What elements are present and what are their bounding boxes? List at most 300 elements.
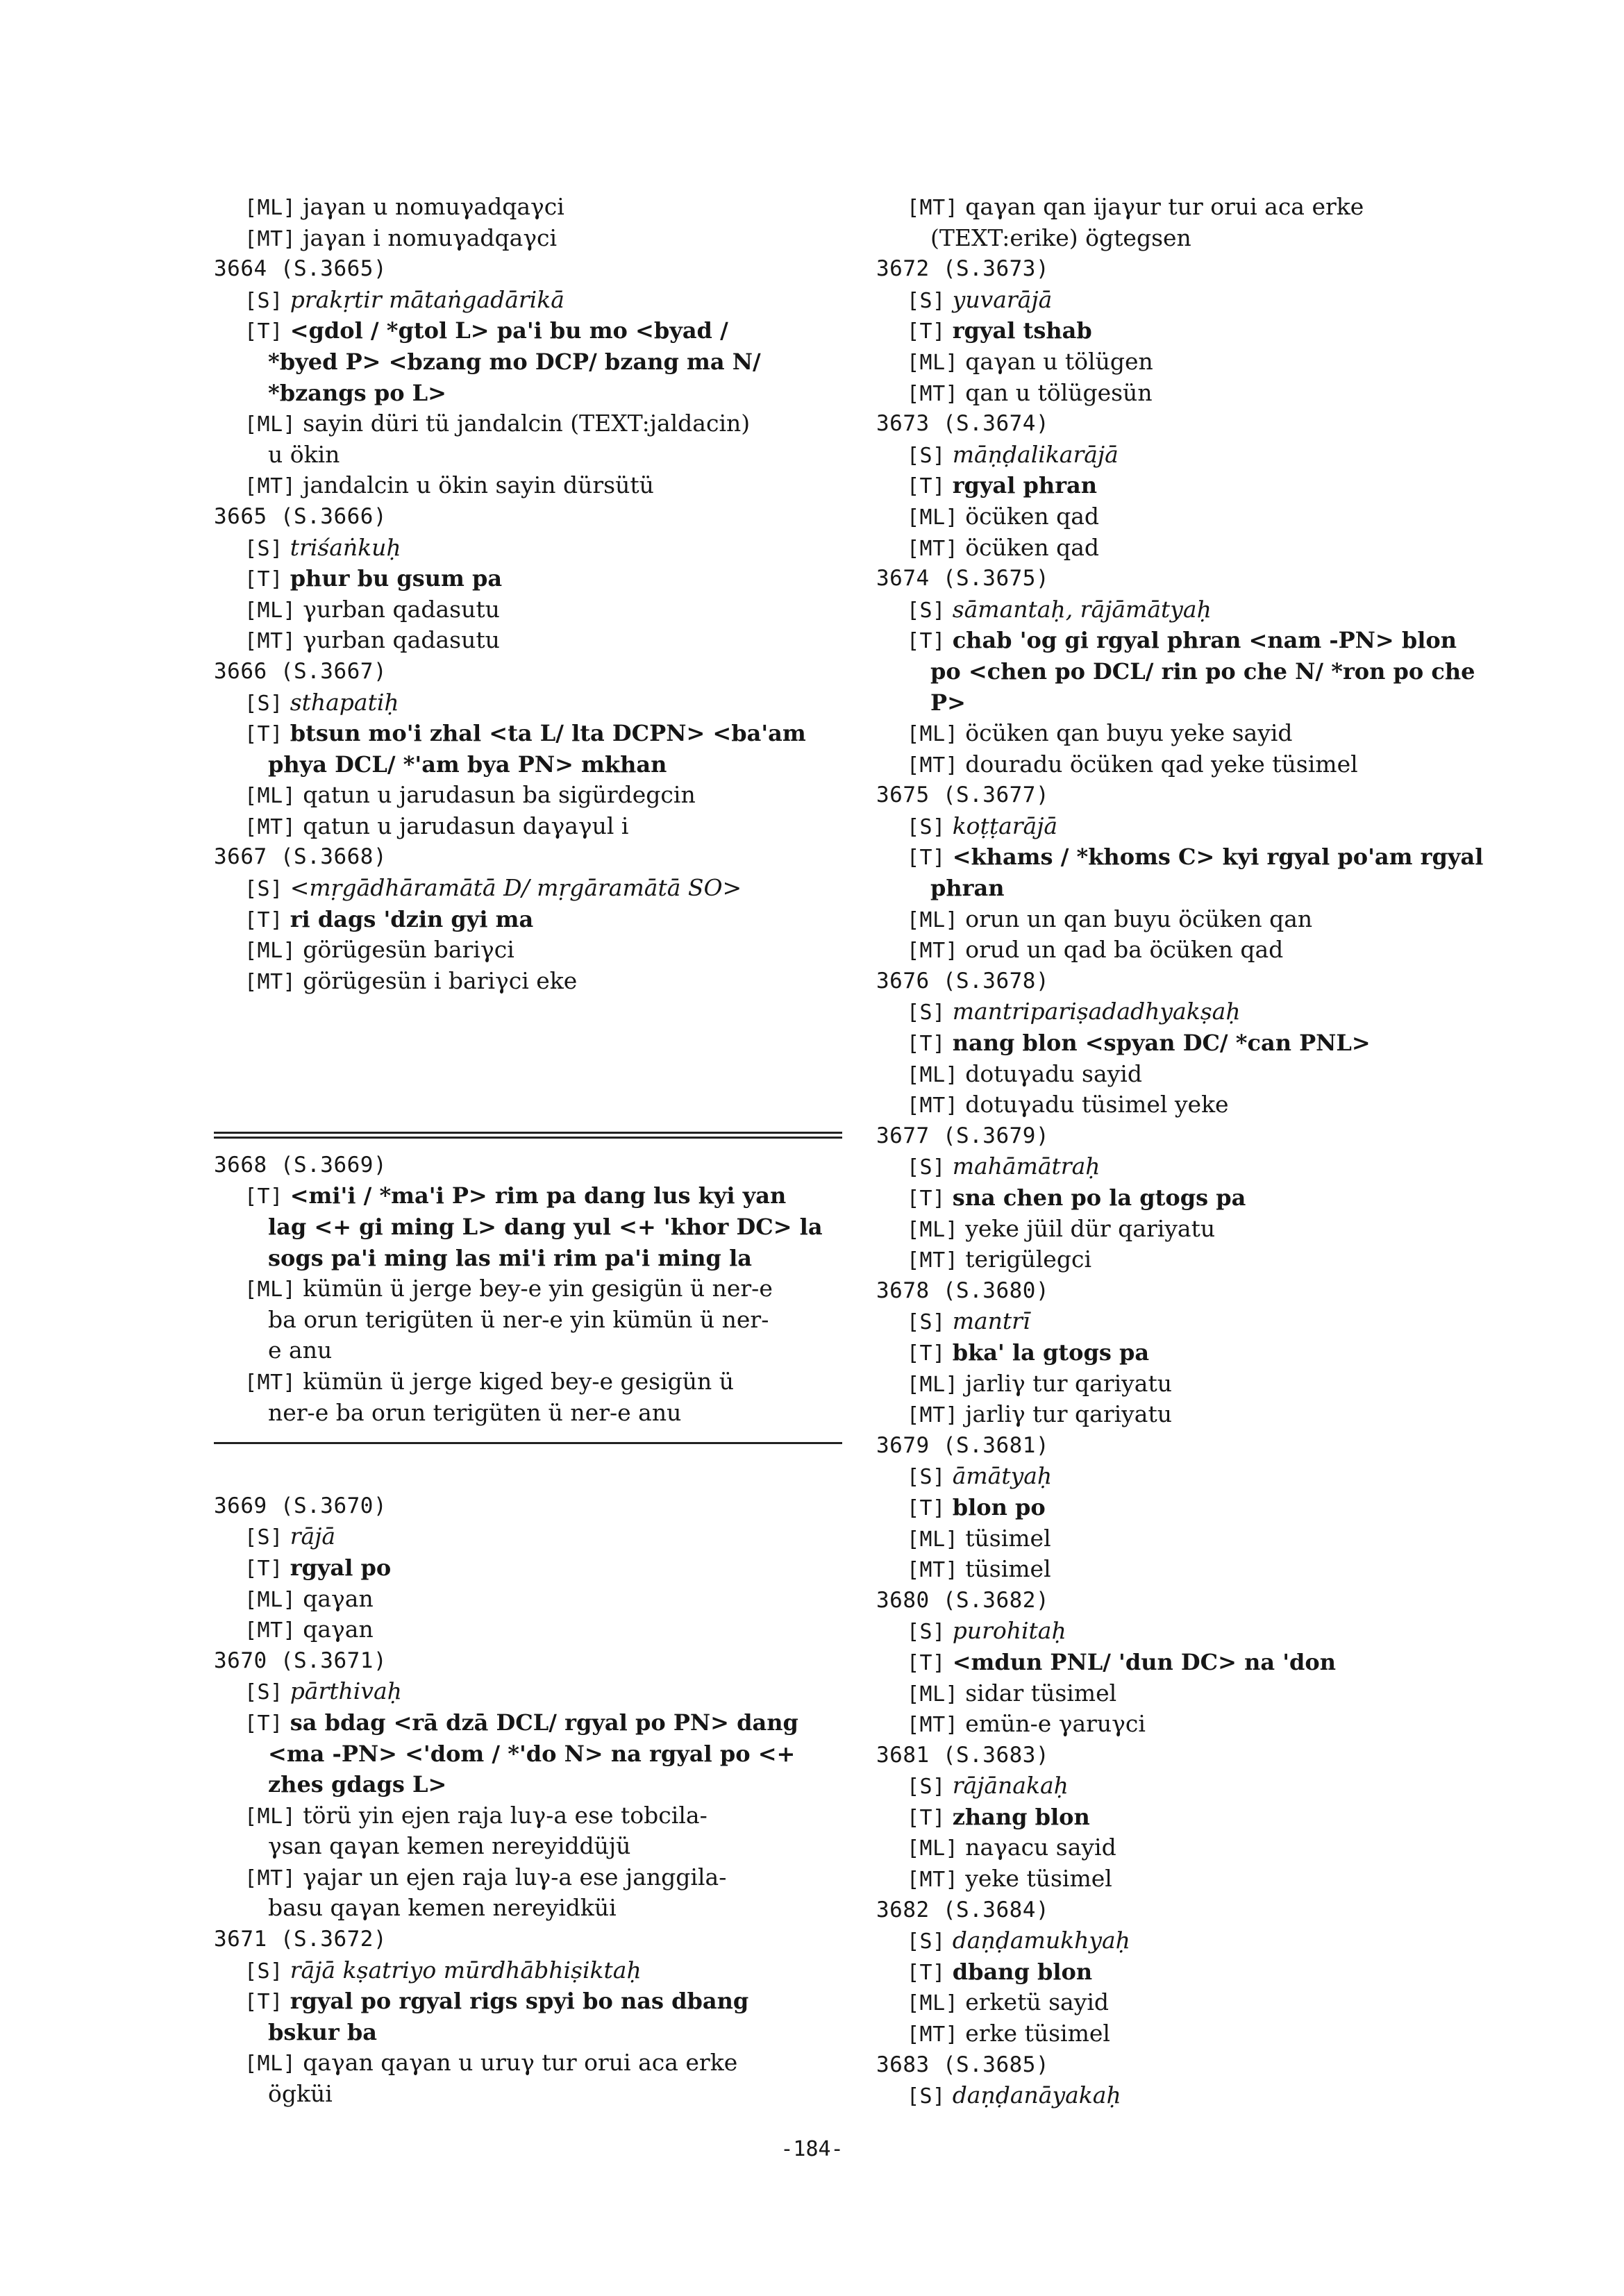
entry-number: 3682 (S.3684)	[876, 1897, 1050, 1922]
field-tag: [S]	[907, 1929, 946, 1954]
field-tag: [MT]	[244, 1618, 296, 1643]
field-tag: [ML]	[907, 722, 959, 747]
entry-field	[214, 594, 842, 626]
entry-field	[876, 1028, 1491, 1059]
field-text: emün-e γaruγci	[965, 1710, 1146, 1738]
field-tag: [ML]	[244, 2052, 296, 2077]
field-continuation	[214, 378, 842, 409]
field-tag: [ML]	[907, 1682, 959, 1707]
field-text: kümün ü jerge bey-e yin gesigün ü ner-e	[303, 1275, 773, 1302]
field-tag: [T]	[244, 567, 283, 592]
field-tag: [ML]	[244, 1277, 296, 1302]
entry-field	[214, 285, 842, 316]
entry-number: 3676 (S.3678)	[876, 968, 1050, 994]
field-tag: [MT]	[907, 1713, 959, 1738]
field-text: orun un qan buyu öcüken qan	[965, 905, 1313, 932]
field-text: rgyal po	[290, 1554, 392, 1581]
field-text: sa bdag <rā dzā DCL/ rgyal po PN> dang	[290, 1709, 798, 1736]
field-tag: [ML]	[907, 350, 959, 375]
field-text: terigülegci	[965, 1246, 1091, 1273]
field-text: öcüken qad	[965, 502, 1100, 530]
entry-number: 3671 (S.3672)	[214, 1927, 387, 1952]
entry-field	[876, 1399, 1491, 1430]
entry-field	[876, 996, 1491, 1028]
field-tag: [T]	[907, 846, 946, 871]
entry-field	[214, 780, 842, 811]
entry-field	[214, 718, 842, 749]
entry-field	[876, 1182, 1491, 1214]
continuation-text: ba orun terigüten ü ner-e yin kümün ü ner-	[268, 1305, 769, 1333]
field-tag: [ML]	[907, 1217, 959, 1242]
entry-field	[876, 501, 1491, 533]
entry-field	[214, 470, 842, 501]
field-tag: [MT]	[907, 1558, 959, 1583]
field-tag: [MT]	[907, 536, 959, 561]
field-tag: [MT]	[907, 939, 959, 964]
entry-number: 3678 (S.3680)	[876, 1277, 1050, 1303]
field-text: görügesün bariγci	[303, 936, 514, 964]
entry-field	[876, 346, 1491, 378]
continuation-text: e anu	[268, 1336, 333, 1364]
field-text: dotuγadu tüsimel yeke	[965, 1091, 1229, 1118]
blank-space	[214, 1028, 842, 1059]
field-text: bka' la gtogs pa	[952, 1339, 1150, 1366]
entry-field	[876, 192, 1491, 223]
field-continuation	[876, 687, 1491, 719]
entry-field	[214, 223, 842, 254]
field-text: naγacu sayid	[965, 1834, 1116, 1861]
continuation-text: lag <+ gi ming L> dang yul <+ 'khor DC> la	[268, 1214, 823, 1240]
field-tag: [ML]	[907, 907, 959, 932]
field-continuation	[214, 2017, 842, 2048]
entry-field	[214, 1521, 842, 1552]
field-tag: [S]	[244, 1959, 283, 1984]
field-text: triśaṅkuḥ	[290, 533, 401, 561]
field-tag: [S]	[244, 1680, 283, 1705]
field-tag: [S]	[244, 877, 283, 902]
field-tag: [S]	[907, 1775, 946, 1800]
entry-field	[214, 966, 842, 997]
field-text: mantrī	[952, 1307, 1030, 1335]
field-continuation	[214, 1305, 842, 1336]
entry-number: 3681 (S.3683)	[876, 1742, 1050, 1768]
field-text: törü yin ejen raja luγ-a ese tobcila-	[303, 1801, 708, 1829]
continuation-text: ner-e ba orun terigüten ü ner-e anu	[268, 1398, 682, 1426]
field-text: qaγan qan ijaγur tur orui aca erke	[965, 193, 1364, 220]
entry-field	[876, 625, 1491, 656]
entry-field	[214, 1180, 842, 1212]
entry-field	[214, 408, 842, 439]
field-tag: [T]	[244, 1184, 283, 1209]
field-text: <mṛgādhāramātā D/ mṛgāramātā SO>	[290, 874, 742, 902]
field-text: qan u tölügesün	[965, 378, 1153, 406]
field-tag: [ML]	[244, 196, 296, 220]
field-tag: [T]	[244, 1711, 283, 1736]
entry-field	[876, 1151, 1491, 1182]
continuation-text: phran	[930, 875, 1005, 902]
field-continuation	[214, 1769, 842, 1800]
entry-field	[214, 1862, 842, 1893]
field-text: daṇḍanāyakaḥ	[952, 2081, 1121, 2109]
entry-number: 3670 (S.3671)	[214, 1648, 387, 1673]
field-tag: [T]	[244, 907, 283, 932]
field-text: <mi'i / *ma'i P> rim pa dang lus kyi yan	[290, 1182, 787, 1209]
entry-field	[214, 1552, 842, 1584]
field-tag: [MT]	[907, 1248, 959, 1273]
field-text: jandalcin u ökin sayin dürsütü	[303, 471, 654, 499]
left-column	[214, 192, 842, 2110]
field-text: rājā	[290, 1523, 336, 1550]
entry-field	[876, 1709, 1491, 1740]
entry-field	[876, 1554, 1491, 1585]
field-tag: [MT]	[907, 1403, 959, 1428]
field-text: sayin düri tü jandalcin (TEXT:jaldacin)	[303, 410, 751, 437]
field-tag: [T]	[907, 629, 946, 654]
field-text: jarliγ tur qariyatu	[965, 1369, 1172, 1397]
entry-number: 3666 (S.3667)	[214, 658, 387, 684]
field-continuation	[214, 346, 842, 378]
entry-field	[876, 811, 1491, 842]
field-tag: [MT]	[907, 196, 959, 220]
entry-field	[876, 1523, 1491, 1555]
field-text: erke tüsimel	[965, 2020, 1110, 2047]
field-text: jarliγ tur qariyatu	[965, 1400, 1172, 1428]
continuation-text: basu qaγan kemen nereyidküi	[268, 1894, 617, 1922]
field-tag: [MT]	[907, 381, 959, 406]
continuation-text: γsan qaγan kemen nereyiddüjü	[268, 1832, 631, 1860]
field-text: zhang blon	[952, 1803, 1090, 1830]
field-tag: [T]	[907, 1032, 946, 1057]
field-text: mahāmātraḥ	[952, 1153, 1100, 1180]
entry-field	[214, 1614, 842, 1645]
entry-field	[214, 1707, 842, 1738]
field-continuation	[876, 873, 1491, 904]
entry-field	[876, 1678, 1491, 1709]
entry-number: 3675 (S.3677)	[876, 782, 1050, 808]
field-text: qaγan qaγan u uruγ tur orui aca erke	[303, 2049, 738, 2077]
entry-field	[214, 1273, 842, 1305]
field-tag: [MT]	[244, 629, 296, 654]
entry-field	[214, 533, 842, 564]
field-tag: [S]	[907, 1465, 946, 1490]
field-text: qatun u jarudasun ba sigürdegcin	[303, 781, 696, 809]
entry-field	[876, 1214, 1491, 1245]
continuation-text: sogs pa'i ming las mi'i rim pa'i ming la	[268, 1244, 752, 1271]
entry-field	[876, 1647, 1491, 1678]
entry-field	[876, 470, 1491, 501]
entry-field	[876, 904, 1491, 935]
field-text: rgyal phran	[952, 472, 1098, 499]
field-text: tüsimel	[965, 1524, 1051, 1552]
field-tag: [S]	[244, 1525, 283, 1550]
entry-field	[214, 1676, 842, 1707]
field-tag: [ML]	[244, 1804, 296, 1829]
continuation-text: u ökin	[268, 440, 340, 468]
field-text: qatun u jarudasun daγaγul i	[303, 812, 629, 839]
field-continuation	[214, 2079, 842, 2110]
field-text: nang blon <spyan DC/ *can PNL>	[952, 1030, 1371, 1057]
entry-field	[876, 1616, 1491, 1647]
field-tag: [MT]	[244, 1370, 296, 1395]
field-tag: [S]	[907, 288, 946, 313]
field-tag: [MT]	[244, 814, 296, 839]
entry-number: 3680 (S.3682)	[876, 1587, 1050, 1613]
field-tag: [ML]	[907, 1372, 959, 1397]
entry-field	[214, 1366, 842, 1398]
entry-field	[214, 315, 842, 346]
entry-field	[876, 1925, 1491, 1956]
entry-field	[876, 1368, 1491, 1400]
field-tag: [ML]	[907, 505, 959, 530]
field-text: koṭṭarājā	[952, 812, 1058, 839]
field-text: rājānakaḥ	[952, 1772, 1069, 1800]
continuation-text: bskur ba	[268, 2018, 377, 2045]
entry-number: 3668 (S.3669)	[214, 1152, 387, 1178]
blank-space	[214, 1059, 842, 1090]
continuation-text: *byed P> <bzang mo DCP/ bzang ma N/	[268, 348, 761, 375]
entry-field	[876, 1244, 1491, 1275]
field-tag: [S]	[244, 691, 283, 716]
field-text: tüsimel	[965, 1555, 1051, 1583]
field-text: phur bu gsum pa	[290, 565, 503, 592]
entry-number: 3665 (S.3666)	[214, 503, 387, 529]
field-tag: [S]	[244, 288, 283, 313]
field-continuation	[214, 439, 842, 471]
entry-field	[214, 192, 842, 223]
field-text: <khams / *khoms C> kyi rgyal po'am rgyal	[952, 844, 1484, 871]
field-text: γajar un ejen raja luγ-a ese janggila-	[303, 1863, 727, 1891]
field-text: orud un qad ba öcüken qad	[965, 936, 1284, 964]
field-tag: [S]	[907, 1000, 946, 1025]
entry-field	[214, 625, 842, 656]
field-continuation	[876, 656, 1491, 687]
field-text: qaγan	[303, 1584, 374, 1612]
field-continuation	[214, 1212, 842, 1243]
field-text: rājā kṣatriyo mūrdhābhiṣiktaḥ	[290, 1956, 642, 1984]
entry-number: 3664 (S.3665)	[214, 256, 387, 282]
field-tag: [T]	[244, 1556, 283, 1581]
entry-number: 3669 (S.3670)	[214, 1493, 387, 1518]
field-tag: [T]	[907, 1341, 946, 1366]
field-text: dbang blon	[952, 1958, 1093, 1985]
field-tag: [MT]	[244, 226, 296, 251]
entry-field	[876, 718, 1491, 749]
field-text: mantripariṣadadhyakṣaḥ	[952, 998, 1241, 1025]
field-text: sidar tüsimel	[965, 1679, 1117, 1707]
field-text: sthapatiḥ	[290, 688, 399, 716]
entry-field	[876, 749, 1491, 780]
entry-field	[214, 935, 842, 966]
entry-field	[214, 563, 842, 594]
field-text: sna chen po la gtogs pa	[952, 1184, 1246, 1211]
field-continuation	[214, 1738, 842, 1770]
field-text: chab 'og gi rgyal phran <nam -PN> blon	[952, 627, 1457, 654]
entry-field	[876, 2080, 1491, 2111]
field-tag: [ML]	[244, 1587, 296, 1612]
field-tag: [ML]	[907, 1062, 959, 1087]
entry-field	[876, 1863, 1491, 1895]
field-text: γurban qadasutu	[303, 595, 500, 623]
field-continuation	[876, 223, 1491, 254]
entry-number: 3672 (S.3673)	[876, 256, 1050, 282]
entry-field	[876, 1059, 1491, 1090]
entry-number: 3679 (S.3681)	[876, 1432, 1050, 1458]
field-tag: [T]	[907, 1650, 946, 1675]
field-text: jaγan u nomuγadqaγci	[303, 193, 564, 220]
field-text: blon po	[952, 1493, 1046, 1520]
field-text: pārthivaḥ	[290, 1677, 402, 1705]
field-tag: [MT]	[907, 753, 959, 778]
field-tag: [ML]	[244, 598, 296, 623]
field-text: <gdol / *gtol L> pa'i bu mo <byad /	[290, 317, 728, 344]
field-tag: [S]	[907, 814, 946, 839]
field-text: qaγan u tölügen	[965, 347, 1153, 375]
field-text: prakṛtir mātaṅgadārikā	[290, 285, 564, 313]
field-tag: [T]	[907, 1495, 946, 1520]
field-tag: [T]	[907, 1960, 946, 1985]
entry-field	[214, 1955, 842, 1986]
field-tag: [S]	[907, 1155, 946, 1180]
entry-field	[876, 439, 1491, 471]
field-tag: [S]	[907, 443, 946, 468]
field-text: yuvarājā	[952, 285, 1053, 313]
field-continuation	[214, 749, 842, 780]
entry-field	[214, 811, 842, 842]
field-tag: [MT]	[907, 1093, 959, 1118]
entry-field	[214, 1986, 842, 2017]
field-text: sāmantaḥ, rājāmātyaḥ	[952, 595, 1212, 623]
right-column	[876, 192, 1491, 2111]
entry-field	[876, 2018, 1491, 2050]
field-tag: [ML]	[244, 412, 296, 437]
continuation-text: zhes gdags L>	[268, 1771, 447, 1798]
continuation-text: *bzangs po L>	[268, 379, 446, 406]
entry-field	[876, 378, 1491, 409]
field-tag: [S]	[907, 598, 946, 623]
field-text: douradu öcüken qad yeke tüsimel	[965, 750, 1358, 778]
field-continuation	[214, 1335, 842, 1366]
field-tag: [ML]	[907, 1991, 959, 2016]
continuation-text: po <chen po DCL/ rin po che N/ *ron po che	[930, 657, 1475, 685]
field-tag: [ML]	[907, 1527, 959, 1552]
field-text: ri dags 'dzin gyi ma	[290, 905, 534, 932]
entry-field	[214, 2047, 842, 2079]
field-text: daṇḍamukhyaḥ	[952, 1927, 1130, 1954]
double-divider	[214, 1129, 842, 1143]
entry-field	[876, 1306, 1491, 1337]
field-tag: [ML]	[907, 1836, 959, 1861]
field-tag: [S]	[244, 536, 283, 561]
entry-number: 3673 (S.3674)	[876, 411, 1050, 437]
entry-field	[876, 1337, 1491, 1368]
field-tag: [T]	[244, 1990, 283, 2015]
field-text: erketü sayid	[965, 1988, 1110, 2016]
field-tag: [ML]	[244, 939, 296, 964]
field-tag: [T]	[907, 319, 946, 344]
continuation-text: ögküi	[268, 2080, 333, 2108]
field-tag: [ML]	[244, 784, 296, 809]
continuation-text: phya DCL/ *'am bya PN> mkhan	[268, 751, 667, 778]
field-tag: [MT]	[244, 1866, 296, 1891]
field-tag: [MT]	[907, 2022, 959, 2047]
field-text: purohitaḥ	[952, 1617, 1066, 1645]
field-text: qaγan	[303, 1616, 374, 1643]
field-tag: [S]	[907, 1310, 946, 1335]
field-text: rgyal tshab	[952, 317, 1092, 344]
entry-field	[876, 533, 1491, 564]
field-text: γurban qadasutu	[303, 626, 500, 654]
field-continuation	[214, 1243, 842, 1274]
field-tag: [S]	[907, 2084, 946, 2109]
field-tag: [T]	[244, 722, 283, 747]
field-text: yeke tüsimel	[965, 1865, 1112, 1893]
field-tag: [S]	[907, 1620, 946, 1645]
field-continuation	[214, 1831, 842, 1862]
blank-space	[214, 996, 842, 1028]
divider	[214, 1442, 842, 1444]
entry-field	[876, 1987, 1491, 2018]
field-tag: [MT]	[244, 969, 296, 994]
entry-field	[876, 1461, 1491, 1492]
field-text: öcüken qan buyu yeke sayid	[965, 719, 1293, 747]
continuation-text: P>	[930, 689, 966, 716]
field-tag: [MT]	[907, 1868, 959, 1893]
continuation-text: (TEXT:erike) ögtegsen	[930, 224, 1191, 251]
entry-field	[214, 873, 842, 904]
entry-field	[876, 1956, 1491, 1988]
field-text: btsun mo'i zhal <ta L/ lta DCPN> <ba'am	[290, 720, 806, 747]
entry-field	[876, 1089, 1491, 1121]
field-continuation	[214, 1893, 842, 1924]
entry-field	[876, 315, 1491, 346]
blank-space	[214, 1459, 842, 1491]
page-number: -184-	[780, 2137, 844, 2161]
field-tag: [MT]	[244, 474, 296, 499]
entry-field	[876, 594, 1491, 626]
entry-number: 3683 (S.3685)	[876, 2052, 1050, 2077]
entry-field	[876, 1802, 1491, 1833]
field-tag: [T]	[907, 1805, 946, 1830]
entry-number: 3674 (S.3675)	[876, 566, 1050, 592]
entry-field	[876, 1770, 1491, 1802]
entry-field	[214, 1584, 842, 1615]
field-text: öcüken qad	[965, 533, 1100, 561]
field-text: yeke jüil dür qariyatu	[965, 1214, 1216, 1242]
entry-field	[876, 935, 1491, 966]
field-text: görügesün i bariγci eke	[303, 966, 578, 994]
entry-field	[214, 687, 842, 719]
field-text: āmātyaḥ	[952, 1462, 1053, 1490]
blank-space	[214, 1089, 842, 1121]
field-tag: [T]	[244, 319, 283, 344]
field-text: jaγan i nomuγadqaγci	[303, 224, 558, 251]
entry-number: 3667 (S.3668)	[214, 844, 387, 870]
entry-field	[876, 1492, 1491, 1523]
entry-field	[214, 1800, 842, 1832]
entry-field	[876, 1832, 1491, 1863]
field-tag: [T]	[907, 474, 946, 499]
field-text: rgyal po rgyal rigs spyi bo nas dbang	[290, 1988, 749, 2015]
entry-field	[876, 285, 1491, 316]
field-text: dotuγadu sayid	[965, 1059, 1142, 1087]
continuation-text: <ma -PN> <'dom / *'do N> na rgyal po <+	[268, 1740, 796, 1767]
field-text: <mdun PNL/ 'dun DC> na 'don	[952, 1648, 1336, 1675]
entry-field	[214, 904, 842, 935]
entry-field	[876, 841, 1491, 873]
field-text: māṇḍalikarājā	[952, 440, 1119, 468]
field-tag: [T]	[907, 1187, 946, 1211]
field-continuation	[214, 1398, 842, 1429]
